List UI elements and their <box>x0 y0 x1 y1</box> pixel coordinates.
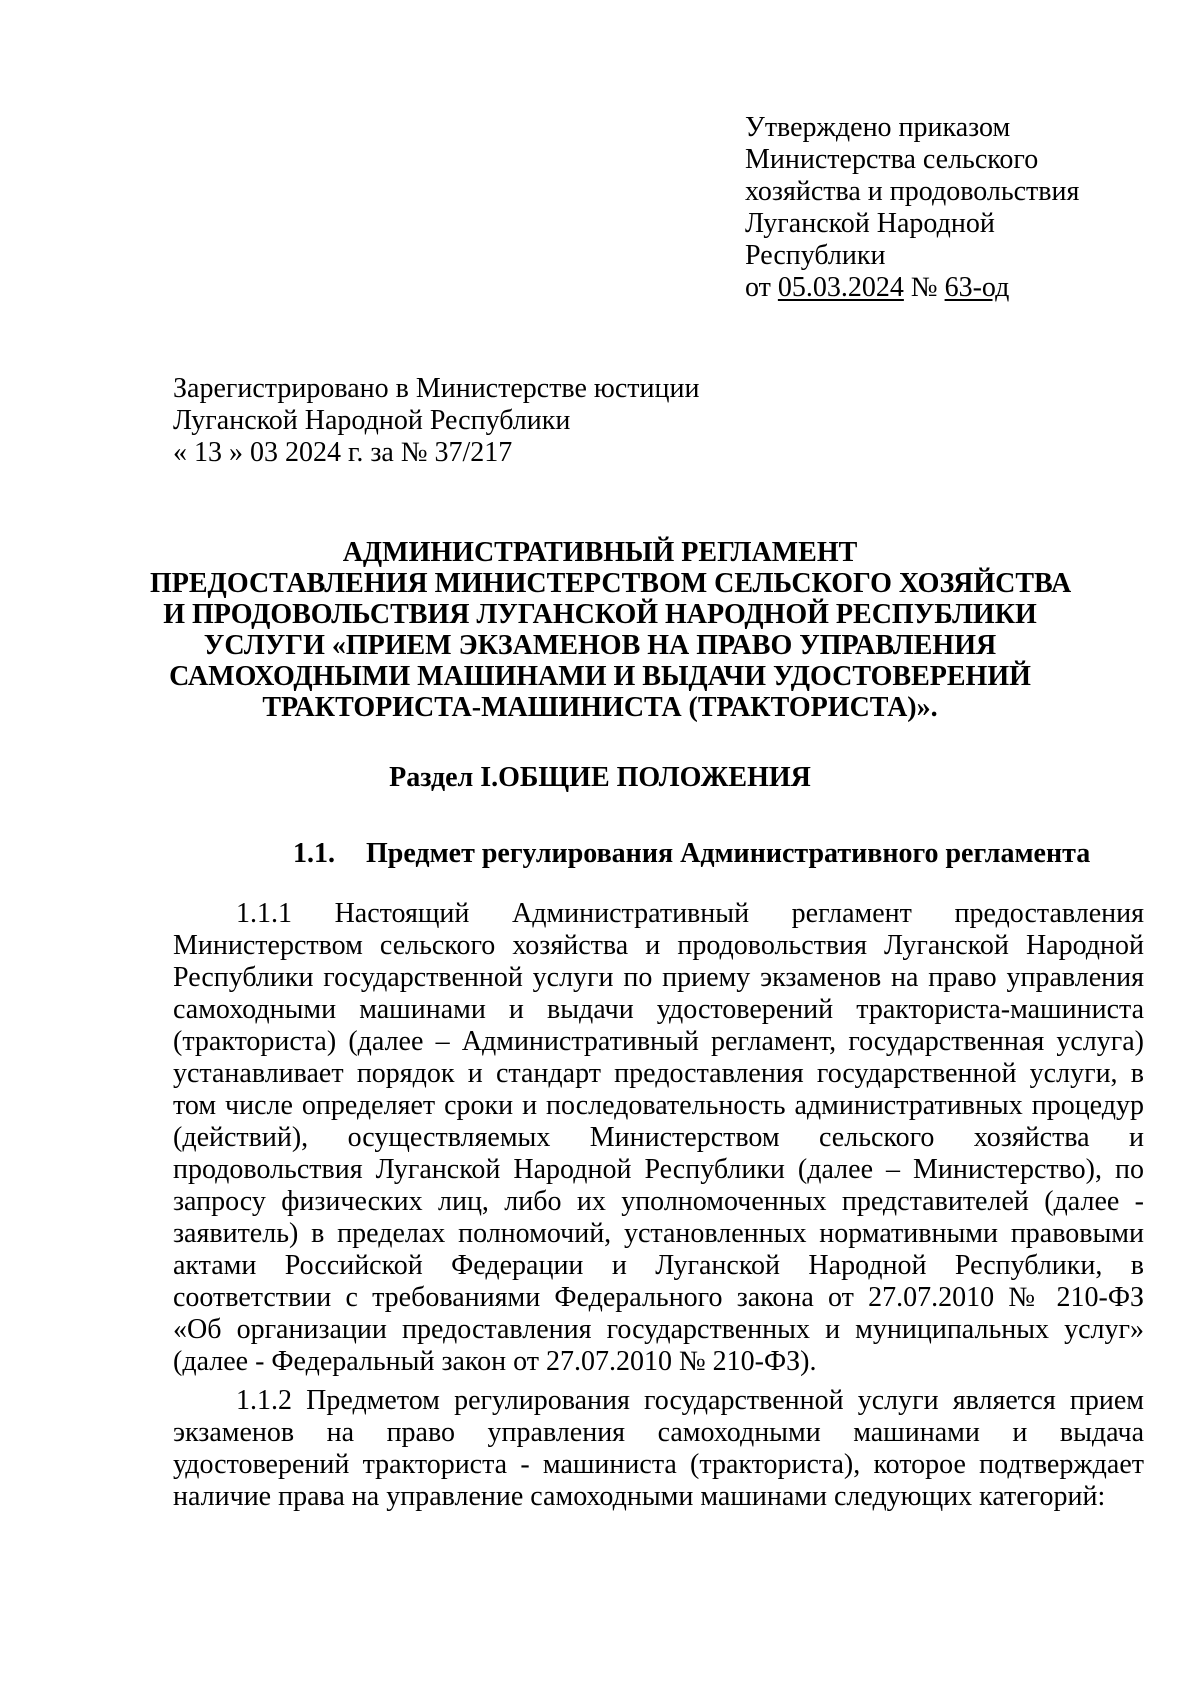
title-line: УСЛУГИ «ПРИЕМ ЭКЗАМЕНОВ НА ПРАВО УПРАВЛЕНИЯ <box>203 630 997 661</box>
paragraph-line: экзаменов на право управления самоходными машинами и выдача <box>173 1417 1144 1448</box>
paragraph-line: том числе определяет сроки и последовательность административных процедур <box>173 1090 1144 1121</box>
registration-line: Зарегистрировано в Министерстве юстиции <box>173 373 700 404</box>
paragraph-line: наличие права на управление самоходными машинами следующих категорий: <box>173 1481 1106 1512</box>
title-line: ТРАКТОРИСТА-МАШИНИСТА (ТРАКТОРИСТА)». <box>262 692 938 723</box>
paragraph-line: самоходными машинами и выдачи удостоверений тракториста-машиниста <box>173 994 1144 1025</box>
title-line: САМОХОДНЫМИ МАШИНАМИ И ВЫДАЧИ УДОСТОВЕРЕНИЙ <box>169 661 1031 692</box>
paragraph-line: (тракториста) (далее – Административный регламент, государственная услуга) <box>173 1026 1144 1057</box>
paragraph-line: устанавливает порядок и стандарт предоставления государственной услуги, в <box>173 1058 1144 1089</box>
approval-date: 05.03.2024 <box>777 272 904 303</box>
title-line: И ПРОДОВОЛЬСТВИЯ ЛУГАНСКОЙ НАРОДНОЙ РЕСПУБЛИКИ <box>163 599 1037 630</box>
subsection-heading <box>293 838 1090 870</box>
approval-line: Луганской Народной <box>745 208 995 239</box>
registration-line: Луганской Народной Республики <box>173 405 571 436</box>
approval-line: хозяйства и продовольствия <box>745 176 1080 207</box>
registration-block <box>173 373 699 469</box>
paragraph-line: (далее - Федеральный закон от 27.07.2010 № 210-ФЗ). <box>173 1346 817 1377</box>
section-heading: Раздел I.ОБЩИЕ ПОЛОЖЕНИЯ <box>389 762 811 793</box>
paragraph-line: 1.1.2 Предметом регулирования государственной услуги является прием <box>236 1385 1144 1416</box>
paragraph-line: продовольствия Луганской Народной Республики (далее – Министерство), по <box>173 1154 1144 1185</box>
approval-stamp <box>745 112 1079 304</box>
paragraph-line: «Об организации предоставления государственных и муниципальных услуг» <box>173 1314 1144 1345</box>
paragraph-line: Республики государственной услуги по приему экзаменов на право управления <box>173 962 1144 993</box>
approval-number-sign: № <box>903 272 945 303</box>
approval-number: 63-од <box>944 272 1010 303</box>
paragraph-line: заявитель) в пределах полномочий, установленных нормативными правовыми <box>173 1218 1144 1249</box>
paragraph-1-1-1 <box>173 898 1144 1378</box>
document-body <box>173 898 1144 1513</box>
paragraph-line: 1.1.1 Настоящий Административный регламент предоставления <box>236 898 1144 929</box>
approval-line: Министерства сельского <box>745 144 1039 175</box>
paragraph-line: удостоверений тракториста - машиниста (тракториста), которое подтверждает <box>173 1449 1144 1480</box>
subsection-title: Предмет регулирования Административного регламента <box>366 838 1091 869</box>
approval-line: Утверждено приказом <box>745 112 1011 143</box>
approval-order-line <box>745 272 1079 304</box>
paragraph-line: (действий), осуществляемых Министерством сельского хозяйства и <box>173 1122 1144 1153</box>
subsection-number: 1.1. <box>293 838 335 869</box>
approval-from: от <box>745 272 778 303</box>
paragraph-line: запросу физических лиц, либо их уполномоченных представителей (далее - <box>173 1186 1144 1217</box>
title-line: ПРЕДОСТАВЛЕНИЯ МИНИСТЕРСТВОМ СЕЛЬСКОГО ХОЗЯЙСТВА <box>150 568 1072 599</box>
paragraph-line: соответствии с требованиями Федерального закона от 27.07.2010 № 210-ФЗ <box>173 1282 1144 1313</box>
registration-line: « 13 » 03 2024 г. за № 37/217 <box>173 437 513 468</box>
paragraph-line: актами Российской Федерации и Луганской Народной Республики, в <box>173 1250 1144 1281</box>
paragraph-1-1-2 <box>173 1385 1144 1513</box>
approval-line: Республики <box>745 240 886 271</box>
title-line: АДМИНИСТРАТИВНЫЙ РЕГЛАМЕНТ <box>342 537 858 568</box>
document-title <box>150 537 1072 723</box>
paragraph-line: Министерством сельского хозяйства и продовольствия Луганской Народной <box>173 930 1144 961</box>
